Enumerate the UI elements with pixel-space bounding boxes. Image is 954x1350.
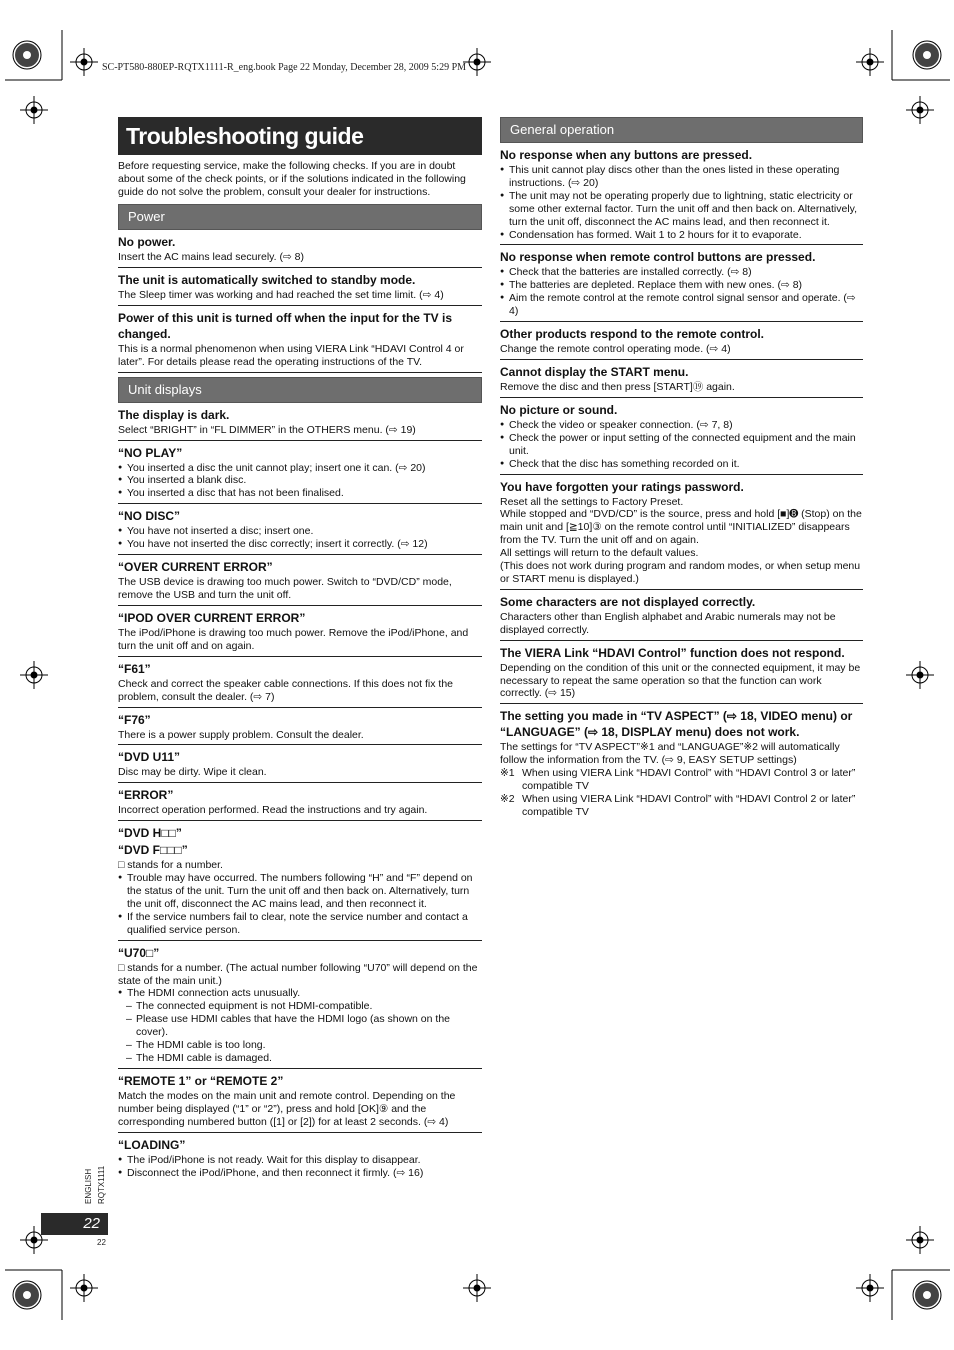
entry-title: “F61”: [118, 661, 151, 676]
entry-title: The unit is automatically switched to standby mode.: [118, 272, 416, 287]
crosshair-icon: [856, 1274, 884, 1302]
entry-title: The setting you made in “TV ASPECT” (⇨ 18, VIDEO menu) or “LANGUAGE” (⇨ 18, DISPLAY menu) does not work.: [500, 709, 853, 740]
crosshair-icon: [856, 48, 884, 76]
troubleshooting-entry: [118, 441, 482, 505]
entry-bullet: ● The unit may not be operating properly due to lightning, static electricity or some other external factor. Turn the unit off and then back on. Alternatively, turn the unit off, disconnect the AC mains lead, and then reconnect it.: [500, 190, 863, 229]
entry-title: “OVER CURRENT ERROR”: [118, 560, 273, 575]
page-number-tab: 22: [41, 1213, 108, 1235]
entry-bullet: ● Aim the remote control at the remote control signal sensor and operate. (⇨ 4): [500, 292, 863, 318]
entry-text: (This does not work during program and random modes, or when setup menu or START menu is displayed.): [500, 560, 861, 585]
entry-text: All settings will return to the default values.: [500, 547, 699, 560]
registration-wheel-icon: [913, 41, 941, 69]
entry-title: “U70□”: [118, 945, 160, 960]
entry-dash-item: – Please use HDMI cables that have the HDMI logo (as shown on the cover).: [118, 1013, 482, 1039]
entry-text: Insert the AC mains lead securely. (⇨ 8): [118, 251, 305, 263]
troubleshooting-entry: [118, 708, 482, 746]
entry-bullet: ● Condensation has formed. Wait 1 to 2 hours for it to evaporate.: [500, 229, 863, 242]
entry-title: “DVD H□□”: [118, 826, 182, 841]
crosshair-icon: [70, 1274, 98, 1302]
footnote-text: When using VIERA Link “HDAVI Control” with “HDAVI Control 3 or later” compatible TV: [522, 767, 856, 793]
entry-bullet: ● The HDMI connection acts unusually.: [118, 987, 482, 1000]
crosshair-icon: [906, 1226, 934, 1254]
entry-bullet: ● This unit cannot play discs other than the ones listed in these operating instructions. (⇨ 20): [500, 164, 863, 190]
troubleshooting-entry: [118, 1069, 482, 1133]
entry-title: You have forgotten your ratings password.: [500, 479, 744, 494]
troubleshooting-entry: [118, 941, 482, 1069]
entry-title: The display is dark.: [118, 407, 230, 422]
entry-title: No power.: [118, 235, 176, 249]
entry-text: The Sleep timer was working and had reached the set time limit. (⇨ 4): [118, 288, 444, 301]
crosshair-icon: [463, 1274, 491, 1302]
footnote-text: When using VIERA Link “HDAVI Control” with “HDAVI Control 2 or later” compatible TV: [522, 793, 856, 818]
entry-title: Other products respond to the remote control.: [500, 327, 765, 342]
troubleshooting-entry: [500, 398, 863, 475]
model-code-label: RQTX1111: [97, 1165, 106, 1204]
entry-bullet: ● Trouble may have occurred. The numbers following “H” and “F” depend on the status of the unit. Turn the unit off and then back on. Alternatively, turn the unit off, disconnect the AC mains lead, and then reconnect it.: [118, 872, 482, 911]
troubleshooting-entry: [118, 504, 482, 555]
troubleshooting-entry: [118, 1133, 482, 1183]
troubleshooting-entry: [118, 745, 482, 783]
footnote-mark: ※2: [500, 793, 515, 805]
troubleshooting-entry: [500, 245, 863, 322]
intro-text: Before requesting service, make the following checks. If you are in doubt about some of the check points, or if the solutions indicated in the following guide do not solve the problem, consult your dealer for instructions.: [118, 160, 466, 198]
entry-bullet: ● The iPod/iPhone is not ready. Wait for this display to disappear.: [118, 1154, 482, 1167]
entry-title: “IPOD OVER CURRENT ERROR”: [118, 610, 306, 625]
entry-text: This is a normal phenomenon when using VIERA Link “HDAVI Control 4 or later”. For details please read the operating instructions of the TV.: [118, 342, 464, 368]
book-header-line: SC-PT580-880EP-RQTX1111-R_eng.book Page 22 Monday, December 28, 2009 5:29 PM: [102, 62, 467, 73]
entry-bullet: ● Check that the disc has something recorded on it.: [500, 458, 863, 471]
registration-wheel-icon: [13, 1281, 41, 1309]
entry-text: Change the remote control operating mode. (⇨ 4): [500, 343, 731, 356]
entry-bullet: ● You have not inserted a disc; insert one.: [118, 525, 482, 538]
entry-bullet: ● You inserted a disc the unit cannot play; insert one it can. (⇨ 20): [118, 462, 482, 475]
footnote-mark: ※1: [500, 767, 515, 780]
entry-title: Power of this unit is turned off when the input for the TV is changed.: [118, 310, 452, 341]
troubleshooting-entry: [500, 360, 863, 398]
entry-title: No picture or sound.: [500, 402, 618, 417]
entry-title: “REMOTE 1” or “REMOTE 2”: [118, 1073, 284, 1088]
troubleshooting-entry: [118, 606, 482, 657]
entry-text: The settings for “TV ASPECT”※1 and “LANGUAGE”※2 will automatically follow the information from the TV. (⇨ 9, EASY SETUP settings): [500, 741, 840, 767]
registration-wheel-icon: [13, 41, 41, 69]
entry-text: Match the modes on the main unit and remote control. Depending on the number being displayed (“1” or “2”), press and hold [OK]⑨ and the corresponding numbered button ([1] or [2]) for at least 2 seconds. (⇨ 4): [118, 1089, 456, 1128]
entry-title: “LOADING”: [118, 1137, 186, 1152]
entry-text: Remove the disc and then press [START]⑲ again.: [500, 380, 735, 393]
entry-bullet: ● Check the power or input setting of the connected equipment and the main unit.: [500, 432, 863, 458]
entry-text: While stopped and “DVD/CD” is the source, press and hold [■]➑ (Stop) on the main unit and [≧10]③ on the remote control until “INITIALIZED” disappears from the TV. Turn the unit off and on again.: [500, 508, 862, 547]
entry-bullet: ● The batteries are depleted. Replace them with new ones. (⇨ 8): [500, 279, 863, 292]
entry-bullet: ● You have not inserted the disc correctly; insert it correctly. (⇨ 12): [118, 538, 482, 551]
entry-dash-item: – The HDMI cable is damaged.: [118, 1052, 482, 1065]
entry-bullet: ● Check the video or speaker connection. (⇨ 7, 8): [500, 419, 863, 432]
crosshair-icon: [906, 96, 934, 124]
page-title: Troubleshooting guide: [118, 117, 482, 155]
entry-title: “DVD U11”: [118, 750, 181, 765]
troubleshooting-entry: [118, 306, 482, 373]
crosshair-icon: [70, 48, 98, 76]
entry-text: The USB device is drawing too much power. Switch to “DVD/CD” mode, remove the USB and turn the unit off.: [118, 576, 452, 601]
entry-text: □ stands for a number. (The actual number following “U70” will depend on the state of the main unit.): [118, 961, 478, 987]
crosshair-icon: [463, 48, 491, 76]
language-label: ENGLISH: [84, 1168, 93, 1204]
page-number-small: 22: [97, 1238, 106, 1247]
entry-title: “ERROR”: [118, 788, 174, 803]
entry-footnote: [500, 793, 863, 819]
troubleshooting-entry: [500, 641, 863, 705]
entry-bullet: ● Disconnect the iPod/iPhone, and then reconnect it firmly. (⇨ 16): [118, 1167, 482, 1180]
entry-title: The VIERA Link “HDAVI Control” function does not respond.: [500, 645, 845, 660]
troubleshooting-entry: [118, 821, 482, 940]
troubleshooting-entry: [118, 403, 482, 441]
entry-text: Depending on the condition of this unit or the connected equipment, it may be necessary to repeat the same operation so that the function can work correctly. (⇨ 15): [500, 661, 861, 700]
troubleshooting-entry: [118, 657, 482, 708]
section-heading-general-operation: General operation: [500, 117, 863, 143]
entry-title: Cannot display the START menu.: [500, 364, 689, 379]
entry-title: “DVD F□□□”: [118, 843, 188, 858]
left-column: [118, 117, 482, 1182]
section-heading: Power: [118, 204, 482, 230]
troubleshooting-entry: [500, 143, 863, 245]
troubleshooting-entry: [118, 783, 482, 821]
entry-text: There is a power supply problem. Consult the dealer.: [118, 728, 364, 741]
entry-dash-item: – The connected equipment is not HDMI-compatible.: [118, 1000, 482, 1013]
troubleshooting-entry: [118, 555, 482, 606]
entry-bullet: ● You inserted a blank disc.: [118, 474, 482, 487]
side-labels: [84, 1160, 124, 1204]
entry-text: Incorrect operation performed. Read the instructions and try again.: [118, 804, 428, 817]
entry-bullet: ● You inserted a disc that has not been finalised.: [118, 487, 482, 500]
registration-wheel-icon: [913, 1281, 941, 1309]
crosshair-icon: [20, 96, 48, 124]
entry-title: Some characters are not displayed correctly.: [500, 594, 756, 609]
entry-text: Select “BRIGHT” in “FL DIMMER” in the OTHERS menu. (⇨ 19): [118, 423, 416, 436]
troubleshooting-entry: [118, 268, 482, 306]
entry-text: Check and correct the speaker cable connections. If this does not fix the problem, consult the dealer. (⇨ 7): [118, 677, 454, 703]
crosshair-icon: [906, 661, 934, 689]
entry-text: The iPod/iPhone is drawing too much power. Remove the iPod/iPhone, and turn the unit off and on again.: [118, 626, 469, 652]
entry-text: Disc may be dirty. Wipe it clean.: [118, 766, 267, 779]
entry-footnote: [500, 767, 863, 793]
crosshair-icon: [20, 661, 48, 689]
entry-title: No response when any buttons are pressed.: [500, 148, 753, 162]
troubleshooting-entry: [118, 230, 482, 268]
entry-bullet: ● Check that the batteries are installed correctly. (⇨ 8): [500, 266, 863, 279]
troubleshooting-entry: [500, 590, 863, 641]
entry-title: No response when remote control buttons are pressed.: [500, 250, 816, 265]
troubleshooting-entry: [500, 475, 863, 590]
troubleshooting-entry: [500, 704, 863, 821]
entry-text: □ stands for a number.: [118, 859, 223, 872]
entry-text: Reset all the settings to Factory Preset.: [500, 495, 684, 508]
entry-title: “NO DISC”: [118, 509, 181, 524]
right-column: [500, 117, 863, 822]
section-heading: Unit displays: [118, 377, 482, 403]
entry-bullet: ● If the service numbers fail to clear, note the service number and contact a qualified service person.: [118, 911, 482, 937]
entry-title: “F76”: [118, 712, 151, 727]
entry-dash-item: – The HDMI cable is too long.: [118, 1039, 482, 1052]
troubleshooting-entry: [500, 322, 863, 360]
entry-text: Characters other than English alphabet and Arabic numerals may not be displayed correctly.: [500, 610, 836, 636]
entry-title: “NO PLAY”: [118, 445, 183, 460]
